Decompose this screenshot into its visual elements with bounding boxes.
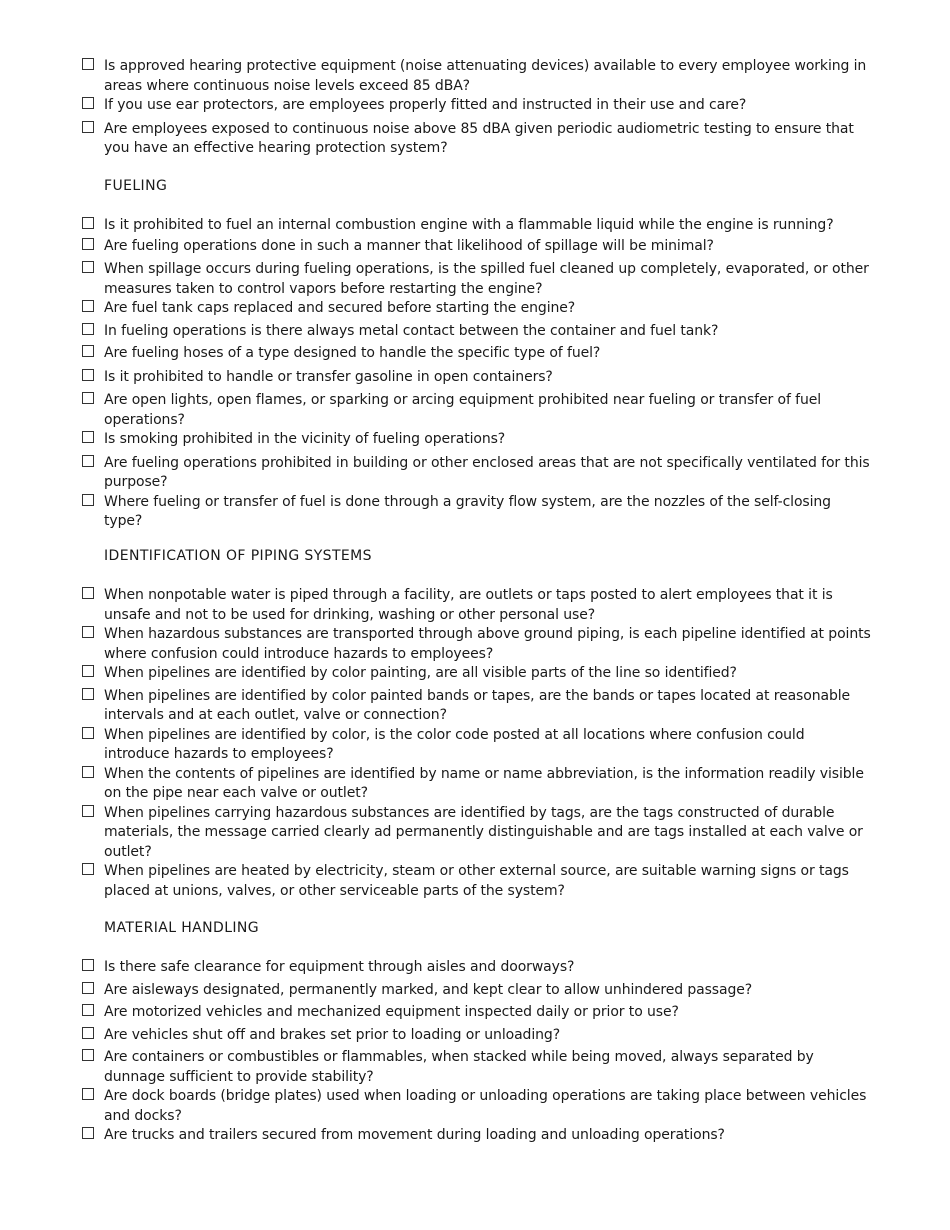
checkbox[interactable] [82, 587, 94, 599]
checklist-item: Are employees exposed to continuous noise above 85 dBA given periodic audiometric testing to ensure that you have an effective hearing protection system? [82, 120, 872, 159]
checkbox[interactable] [82, 805, 94, 817]
checklist-item: Is it prohibited to fuel an internal combustion engine with a flammable liquid while the engine is running? [82, 216, 872, 236]
checkbox[interactable] [82, 688, 94, 700]
checklist-item: Are fuel tank caps replaced and secured before starting the engine? [82, 299, 872, 319]
checkbox[interactable] [82, 1027, 94, 1039]
checkbox[interactable] [82, 863, 94, 875]
checkbox[interactable] [82, 300, 94, 312]
checkbox[interactable] [82, 1049, 94, 1061]
checklist-item: When hazardous substances are transported through above ground piping, is each pipeline identified at points where confusion could introduce hazards to employees? [82, 625, 872, 664]
checklist-item: Are motorized vehicles and mechanized equipment inspected daily or prior to use? [82, 1003, 872, 1023]
checklist-item: Are dock boards (bridge plates) used when loading or unloading operations are taking place between vehicles and docks? [82, 1087, 872, 1126]
piping-item-list [82, 586, 872, 901]
checklist-item: Is there safe clearance for equipment through aisles and doorways? [82, 958, 872, 978]
checkbox[interactable] [82, 1004, 94, 1016]
checklist-item: When pipelines carrying hazardous substances are identified by tags, are the tags constructed of durable materials, the message carried clearly ad permanently distinguishable and are tags installed at each valve or outlet? [82, 804, 872, 863]
section-heading-fueling: FUELING [104, 178, 168, 194]
checklist-item: Are containers or combustibles or flammables, when stacked while being moved, always separated by dunnage sufficient to provide stability? [82, 1048, 872, 1087]
checklist-item: When pipelines are identified by color painting, are all visible parts of the line so identified? [82, 664, 872, 684]
checkbox[interactable] [82, 121, 94, 133]
checklist-item: Are trucks and trailers secured from movement during loading and unloading operations? [82, 1126, 872, 1146]
checkbox[interactable] [82, 766, 94, 778]
checklist-item: Are open lights, open flames, or sparking or arcing equipment prohibited near fueling or transfer of fuel operations? [82, 391, 872, 430]
checkbox[interactable] [82, 369, 94, 381]
checklist-item: When pipelines are identified by color, is the color code posted at all locations where confusion could introduce hazards to employees? [82, 726, 872, 765]
checkbox[interactable] [82, 392, 94, 404]
checkbox[interactable] [82, 665, 94, 677]
noise-item-list [82, 57, 872, 159]
fueling-item-list [82, 216, 872, 532]
checkbox[interactable] [82, 345, 94, 357]
checklist-item: When pipelines are identified by color painted bands or tapes, are the bands or tapes located at reasonable intervals and at each outlet, valve or connection? [82, 687, 872, 726]
checkbox[interactable] [82, 58, 94, 70]
checkbox[interactable] [82, 1088, 94, 1100]
checkbox[interactable] [82, 455, 94, 467]
checklist-item: Is approved hearing protective equipment (noise attenuating devices) available to every employee working in areas where continuous noise levels exceed 85 dBA? [82, 57, 872, 96]
checklist-item: If you use ear protectors, are employees properly fitted and instructed in their use and care? [82, 96, 872, 116]
checklist-item: When nonpotable water is piped through a facility, are outlets or taps posted to alert employees that it is unsafe and not to be used for drinking, washing or other personal use? [82, 586, 872, 625]
checklist-item: When spillage occurs during fueling operations, is the spilled fuel cleaned up completely, evaporated, or other measures taken to control vapors before restarting the engine? [82, 260, 872, 299]
checklist-item: Are aisleways designated, permanently marked, and kept clear to allow unhindered passage? [82, 981, 872, 1001]
checklist-item: Is it prohibited to handle or transfer gasoline in open containers? [82, 368, 872, 388]
material-item-list [82, 958, 872, 1146]
checklist-item: Are fueling operations done in such a manner that likelihood of spillage will be minimal? [82, 237, 872, 257]
checkbox[interactable] [82, 959, 94, 971]
checklist-item: When the contents of pipelines are identified by name or name abbreviation, is the information readily visible on the pipe near each valve or outlet? [82, 765, 872, 804]
checkbox[interactable] [82, 494, 94, 506]
checkbox[interactable] [82, 626, 94, 638]
checkbox[interactable] [82, 97, 94, 109]
checkbox[interactable] [82, 261, 94, 273]
checklist-item: Are fueling hoses of a type designed to handle the specific type of fuel? [82, 344, 872, 364]
checklist-item: Is smoking prohibited in the vicinity of fueling operations? [82, 430, 872, 450]
checklist-item: In fueling operations is there always metal contact between the container and fuel tank? [82, 322, 872, 342]
checkbox[interactable] [82, 982, 94, 994]
checkbox[interactable] [82, 1127, 94, 1139]
section-heading-piping: IDENTIFICATION OF PIPING SYSTEMS [104, 548, 372, 564]
checklist-item: Are vehicles shut off and brakes set prior to loading or unloading? [82, 1026, 872, 1046]
checklist-item: Where fueling or transfer of fuel is done through a gravity flow system, are the nozzles of the self-closing type? [82, 493, 872, 532]
checkbox[interactable] [82, 323, 94, 335]
section-heading-material-handling: MATERIAL HANDLING [104, 920, 260, 936]
checkbox[interactable] [82, 727, 94, 739]
checklist-item: Are fueling operations prohibited in building or other enclosed areas that are not specifically ventilated for this purpose? [82, 454, 872, 493]
checkbox[interactable] [82, 431, 94, 443]
checklist-item: When pipelines are heated by electricity, steam or other external source, are suitable warning signs or tags placed at unions, valves, or other serviceable parts of the system? [82, 862, 872, 901]
checkbox[interactable] [82, 217, 94, 229]
checkbox[interactable] [82, 238, 94, 250]
